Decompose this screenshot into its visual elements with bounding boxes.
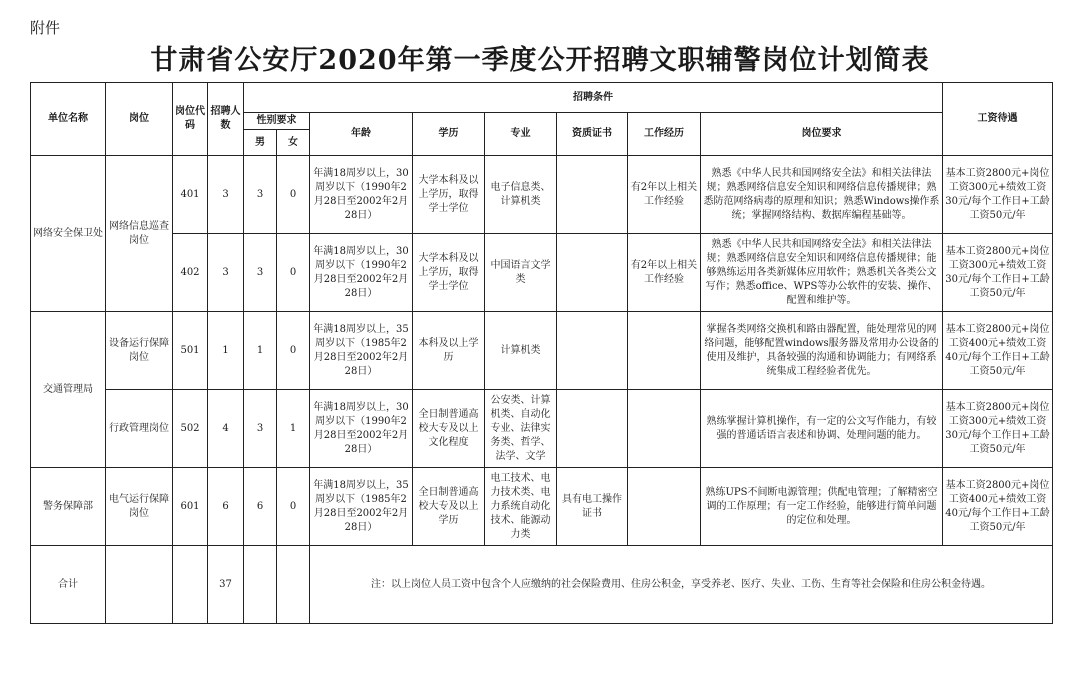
count-cell: 3 [208,234,244,312]
requirements-cell: 熟悉《中华人民共和国网络安全法》和相关法律法规；熟悉网络信息安全知识和网络信息传播规律；熟悉防范网络病毒的原理和知识；熟悉Windows操作系统；掌握网络结构、数据库编程基础等。 [701,156,943,234]
unit-cell: 交通管理局 [31,312,106,468]
header-certificate: 资质证书 [557,113,628,156]
unit-cell: 警务保障部 [31,468,106,546]
table-row [31,468,1053,546]
experience-cell [628,468,701,546]
header-experience: 工作经历 [628,113,701,156]
male-cell: 1 [244,312,277,390]
total-code-cell [173,546,208,624]
education-cell: 大学本科及以上学历，取得学士学位 [413,234,485,312]
count-cell: 6 [208,468,244,546]
salary-cell: 基本工资2800元+岗位工资400元+绩效工资40元/每个工作日+工龄工资50元/年 [943,468,1053,546]
major-cell: 公安类、计算机类、自动化专业、法律实务类、哲学、法学、文学 [485,390,557,468]
age-cell: 年满18周岁以上，30周岁以下（1990年2月28日至2002年2月28日） [310,234,413,312]
major-cell: 中国语言文学类 [485,234,557,312]
total-note: 注：以上岗位人员工资中包含个人应缴纳的社会保险费用、住房公积金，享受养老、医疗、失业、工伤、生育等社会保险和住房公积金待遇。 [310,546,1053,624]
unit-cell: 网络安全保卫处 [31,156,106,312]
count-cell: 4 [208,390,244,468]
count-cell: 1 [208,312,244,390]
recruitment-plan-table [30,82,1053,624]
certificate-cell [557,234,628,312]
certificate-cell: 具有电工操作证书 [557,468,628,546]
salary-cell: 基本工资2800元+岗位工资300元+绩效工资30元/每个工作日+工龄工资50元/年 [943,234,1053,312]
female-cell: 0 [277,234,310,312]
header-post: 岗位 [106,83,173,156]
major-cell: 电工技术、电力技术类、电力系统自动化技术、能源动力类 [485,468,557,546]
header-major: 专业 [485,113,557,156]
header-code: 岗位代码 [173,83,208,156]
header-gender: 性别要求 [244,113,310,130]
total-label: 合计 [31,546,106,624]
education-cell: 大学本科及以上学历，取得学士学位 [413,156,485,234]
header-requirements: 岗位要求 [701,113,943,156]
experience-cell [628,390,701,468]
post-cell: 设备运行保障岗位 [106,312,173,390]
male-cell: 6 [244,468,277,546]
code-cell: 601 [173,468,208,546]
experience-cell: 有2年以上相关工作经验 [628,234,701,312]
table-row [31,156,1053,234]
code-cell: 502 [173,390,208,468]
experience-cell: 有2年以上相关工作经验 [628,156,701,234]
certificate-cell [557,312,628,390]
education-cell: 全日制普通高校大专及以上文化程度 [413,390,485,468]
table-row [31,390,1053,468]
age-cell: 年满18周岁以上，30周岁以下（1990年2月28日至2002年2月28日） [310,156,413,234]
header-education: 学历 [413,113,485,156]
certificate-cell [557,156,628,234]
header-age: 年龄 [310,113,413,156]
experience-cell [628,312,701,390]
post-cell: 网络信息巡查岗位 [106,156,173,312]
page-title: 甘肃省公安厅2020年第一季度公开招聘文职辅警岗位计划简表 [150,45,930,76]
female-cell: 0 [277,156,310,234]
total-post-cell [106,546,173,624]
age-cell: 年满18周岁以上，35周岁以下（1985年2月28日至2002年2月28日） [310,312,413,390]
requirements-cell: 掌握各类网络交换机和路由器配置，能处理常见的网络问题，能够配置windows服务器及常用办公设备的使用及维护，具备较强的沟通和协调能力；有网络系统集成工程经验者优先。 [701,312,943,390]
total-female-cell [277,546,310,624]
total-row [31,546,1053,624]
post-cell: 电气运行保障岗位 [106,468,173,546]
age-cell: 年满18周岁以上，35周岁以下（1985年2月28日至2002年2月28日） [310,468,413,546]
female-cell: 0 [277,312,310,390]
major-cell: 电子信息类、计算机类 [485,156,557,234]
code-cell: 501 [173,312,208,390]
post-cell: 行政管理岗位 [106,390,173,468]
header-salary: 工资待遇 [943,83,1053,156]
female-cell: 1 [277,390,310,468]
header-male: 男 [244,130,277,156]
male-cell: 3 [244,156,277,234]
certificate-cell [557,390,628,468]
major-cell: 计算机类 [485,312,557,390]
total-male-cell [244,546,277,624]
attachment-label: 附件 [30,19,61,37]
header-unit: 单位名称 [31,83,106,156]
male-cell: 3 [244,390,277,468]
salary-cell: 基本工资2800元+岗位工资300元+绩效工资30元/每个工作日+工龄工资50元/年 [943,390,1053,468]
requirements-cell: 熟悉《中华人民共和国网络安全法》和相关法律法规；熟悉网络信息安全知识和网络信息传播规律；能够熟练运用各类新媒体应用软件；熟悉机关各类公文写作；熟悉office、WPS等办公软件的安装、操作、配置和维护等。 [701,234,943,312]
table-row [31,234,1053,312]
education-cell: 本科及以上学历 [413,312,485,390]
requirements-cell: 熟练掌握计算机操作，有一定的公文写作能力，有较强的普通话语言表述和协调、处理问题的能力。 [701,390,943,468]
requirements-cell: 熟练UPS不间断电源管理；供配电管理；了解精密空调的工作原理；有一定工作经验，能够进行简单问题的定位和处理。 [701,468,943,546]
salary-cell: 基本工资2800元+岗位工资400元+绩效工资40元/每个工作日+工龄工资50元/年 [943,312,1053,390]
code-cell: 401 [173,156,208,234]
header-row-1 [31,83,1053,113]
salary-cell: 基本工资2800元+岗位工资300元+绩效工资30元/每个工作日+工龄工资50元/年 [943,156,1053,234]
header-conditions: 招聘条件 [244,83,943,113]
age-cell: 年满18周岁以上，30周岁以下（1990年2月28日至2002年2月28日） [310,390,413,468]
header-female: 女 [277,130,310,156]
total-count: 37 [208,546,244,624]
code-cell: 402 [173,234,208,312]
female-cell: 0 [277,468,310,546]
table-row [31,312,1053,390]
count-cell: 3 [208,156,244,234]
header-count: 招聘人数 [208,83,244,156]
male-cell: 3 [244,234,277,312]
education-cell: 全日制普通高校大专及以上学历 [413,468,485,546]
